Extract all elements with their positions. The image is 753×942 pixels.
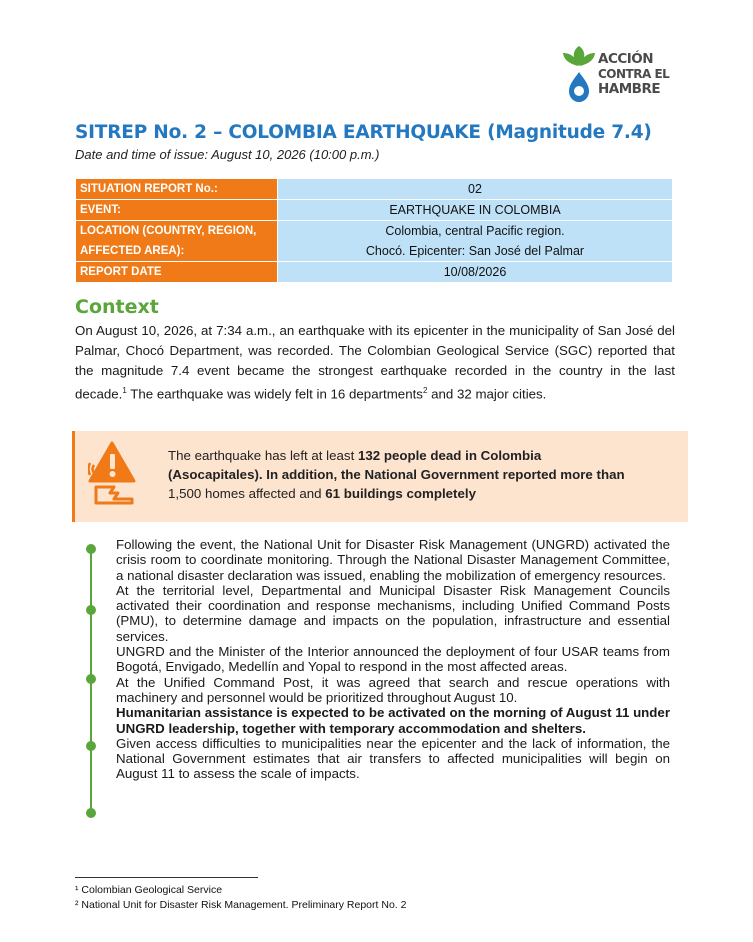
row-value: EARTHQUAKE IN COLOMBIA	[278, 200, 673, 221]
footnotes	[75, 883, 406, 913]
row-value-line: Colombia, central Pacific region.	[385, 224, 565, 238]
context-paragraph	[75, 321, 675, 404]
logo-line-1: ACCIÓN	[598, 51, 654, 67]
list-item: At the territorial level, Departmental and Municipal Disaster Risk Management Councils activated their coordination and response mechanisms, including Unified Command Posts (PMU), to determine damage and impacts on the population, infrastructure and essential services.	[116, 582, 670, 644]
actions-list	[116, 537, 670, 782]
footnote-ref[interactable]: 1	[122, 386, 127, 395]
logo-line-3: HAMBRE	[598, 81, 661, 97]
list-item: At the Unified Command Post, it was agreed that search and rescue operations with machinery and personnel would be prioritized throughout August 10.	[116, 674, 670, 705]
issue-date: Date and time of issue: August 10, 2026 (10:00 p.m.)	[75, 147, 380, 162]
row-label	[76, 221, 278, 262]
organization-logo	[563, 44, 673, 106]
footnote: ¹ Colombian Geological Service	[75, 884, 223, 896]
list-item: Humanitarian assistance is expected to be activated on the morning of August 11 under UNGRD leadership, together with temporary accommodation and shelters.	[116, 705, 670, 736]
table-row	[76, 200, 673, 221]
footnote-ref[interactable]: 2	[422, 386, 428, 395]
timeline	[86, 540, 96, 820]
alert-box	[72, 431, 688, 522]
earthquake-warning-icon	[88, 441, 140, 505]
alert-text-bold: 132 people dead in Colombia (Asocapitales). In addition, the National Government reported more than	[168, 448, 625, 482]
report-info-table	[75, 178, 673, 283]
alert-text	[168, 446, 638, 503]
timeline-dot-icon	[86, 544, 96, 554]
row-label-line: LOCATION (COUNTRY, REGION,	[80, 225, 257, 237]
logo-line-2: CONTRA EL	[598, 67, 670, 81]
row-value: 10/08/2026	[278, 262, 673, 283]
context-text: The earthquake was widely felt in 16 departments	[126, 386, 423, 402]
row-value	[278, 221, 673, 262]
context-text: On August 10, 2026, at 7:34 a.m., an earthquake with its epicenter in the municipality of San José del Palmar, Chocó Department, was recorded. The Colombian Geological Service (SGC) reported that the magnitude 7.4 event became the strongest earthquake recorded in the country in the last decade.	[75, 323, 675, 402]
table-row	[76, 221, 673, 262]
list-item: Following the event, the National Unit for Disaster Risk Management (UNGRD) activated the crisis room to coordinate monitoring. Through the National Disaster Management Committee, a national disaster declaration was issued, enabling the mobilization of emergency resources.	[116, 537, 670, 583]
row-label: SITUATION REPORT No.:	[76, 179, 278, 200]
row-label: REPORT DATE	[76, 262, 278, 283]
timeline-dot-icon	[86, 605, 96, 615]
context-text: and 32 major cities.	[427, 386, 547, 402]
alert-text-span: 1,500 homes affected and	[168, 486, 326, 501]
row-value: 02	[278, 179, 673, 200]
row-value-line: Chocó. Epicenter: San José del Palmar	[365, 244, 585, 258]
context-heading: Context	[75, 296, 159, 318]
footnote: ² National Unit for Disaster Risk Management. Preliminary Report No. 2	[75, 899, 407, 911]
alert-text-span: The earthquake has left at least	[168, 448, 358, 463]
table-row	[76, 262, 673, 283]
timeline-dot-icon	[86, 741, 96, 751]
timeline-dot-icon	[86, 808, 96, 818]
list-item: Given access difficulties to municipalities near the epicenter and the lack of information, the National Government estimates that air transfers to affected municipalities will begin on August 11 to assess the scale of impacts.	[116, 735, 670, 782]
report-title: SITREP No. 2 – COLOMBIA EARTHQUAKE (Magnitude 7.4)	[75, 122, 652, 143]
leaf-drop-logo-icon	[563, 44, 595, 104]
list-item: UNGRD and the Minister of the Interior announced the deployment of four USAR teams from Bogotá, Envigado, Medellín and Yopal to respond in the most affected areas.	[116, 644, 670, 675]
row-label: EVENT:	[76, 200, 278, 221]
timeline-dot-icon	[86, 674, 96, 684]
footnote-divider	[75, 877, 258, 878]
alert-text-bold: 61 buildings completely	[325, 486, 476, 501]
table-row	[76, 179, 673, 200]
row-label-line: AFFECTED AREA):	[80, 245, 185, 257]
